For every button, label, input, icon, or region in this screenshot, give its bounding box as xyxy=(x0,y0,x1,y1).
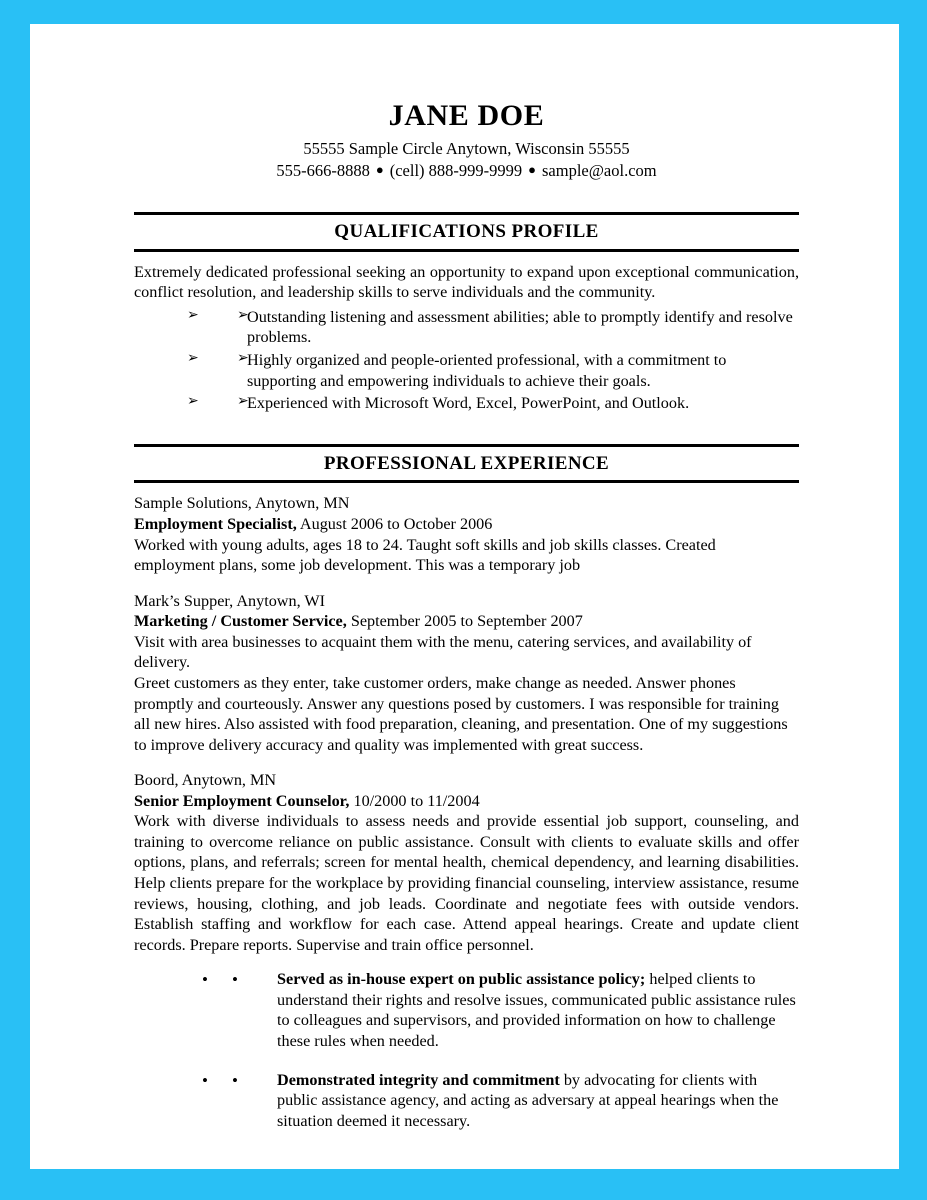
arrow-bullet-icon: ➢ xyxy=(237,307,249,323)
accomplishment-text: helped clients to understand their rights and resolve issues, communicated public assistance rules to colleagues and supervisors, and provided information on how to challenge these rules when needed. xyxy=(277,970,796,1050)
accomplishment-text: by advocating for clients with public assistance agency, and acting as adversary at appeal hearings when the situation deemed it necessary. xyxy=(277,1070,779,1130)
job-dates: September 2005 to September 2007 xyxy=(346,612,583,631)
list-item xyxy=(134,1070,799,1132)
candidate-name: JANE DOE xyxy=(388,99,545,132)
resume-header xyxy=(134,100,799,182)
job-company: Boord, Anytown, MN xyxy=(134,771,277,790)
round-bullet-icon: • xyxy=(232,970,238,990)
job-entry xyxy=(134,591,799,756)
arrow-bullet-icon: ➢ xyxy=(187,351,199,367)
arrow-bullet-icon: ➢ xyxy=(237,351,249,367)
qualifications-summary: Extremely dedicated professional seeking an opportunity to expand upon exceptional communication, conflict resolution, and leadership skills to serve individuals and the community. xyxy=(134,262,799,302)
block-spacer xyxy=(134,576,799,591)
job-entry xyxy=(134,770,799,955)
list-item xyxy=(134,307,799,348)
arrow-bullet-icon: ➢ xyxy=(187,394,199,410)
frame-border-top xyxy=(0,0,927,24)
round-bullet-icon: • xyxy=(202,1070,208,1090)
candidate-contact-line xyxy=(134,160,799,182)
section-header-qualifications xyxy=(134,212,799,252)
list-item-text: Experienced with Microsoft Word, Excel, PowerPoint, and Outlook. xyxy=(247,394,690,413)
job-dates: August 2006 to October 2006 xyxy=(296,515,493,534)
job-title: Senior Employment Counselor, xyxy=(134,791,350,810)
round-bullet-icon: • xyxy=(202,970,208,990)
accomplishment-lead: Demonstrated integrity and commitment xyxy=(277,1070,560,1089)
job-dates: 10/2000 to 11/2004 xyxy=(349,791,480,810)
frame-border-left xyxy=(0,0,30,1200)
job-company: Mark’s Supper, Anytown, WI xyxy=(134,591,326,610)
accomplishment-lead: Served as in-house expert on public assistance policy; xyxy=(277,970,646,989)
frame-border-bottom xyxy=(0,1169,927,1200)
contact-separator-icon: ● xyxy=(528,161,536,177)
arrow-bullet-icon: ➢ xyxy=(237,394,249,410)
contact-separator-icon: ● xyxy=(375,161,384,177)
list-item-text: Highly organized and people-oriented professional, with a commitment to supporting and empowering individuals to achieve their goals. xyxy=(247,351,727,390)
section-rule-top xyxy=(134,444,799,447)
job-title: Employment Specialist, xyxy=(134,515,297,534)
round-bullet-icon: • xyxy=(232,1070,238,1090)
block-spacer xyxy=(134,755,799,770)
qualifications-bullet-list xyxy=(134,307,799,414)
job-description: Work with diverse individuals to assess needs and provide essential job support, counseling, and training to overcome reliance on public assistance. Consult with clients to evaluate skills and offer options, plans, and referrals; screen for mental health, chemical dependency, and learning disabilities. Help clients prepare for the workplace by providing financial counseling, interview assistance, resume reviews, housing, clothing, and job leads. Coordinate and negotiate fees with outside vendors. Establish staffing and workflow for each case. Attend appeal hearings. Create and update client records. Prepare reports. Supervise and train office personnel. xyxy=(134,812,799,954)
list-item xyxy=(134,969,799,1051)
section-title-experience: PROFESSIONAL EXPERIENCE xyxy=(323,452,610,474)
job-description: Worked with young adults, ages 18 to 24. Taught soft skills and job skills classes. Created employment plans, some job development. This was a temporary job xyxy=(134,535,716,575)
job-title-line xyxy=(134,791,799,812)
list-item xyxy=(134,393,799,414)
job-title-line xyxy=(134,514,799,535)
accomplishments-list xyxy=(134,969,799,1131)
job-title-line xyxy=(134,611,799,632)
section-header-experience xyxy=(134,444,799,484)
section-rule-bottom xyxy=(134,480,799,483)
resume-sheet xyxy=(30,24,899,1169)
job-title: Marketing / Customer Service, xyxy=(134,612,347,631)
arrow-bullet-icon: ➢ xyxy=(187,307,199,323)
job-company: Sample Solutions, Anytown, MN xyxy=(134,494,350,513)
list-item-text: Outstanding listening and assessment abilities; able to promptly identify and resolve problems. xyxy=(247,307,793,347)
job-description: Visit with area businesses to acquaint them with the menu, catering services, and availability of delivery. xyxy=(134,632,752,672)
list-item xyxy=(134,350,799,391)
candidate-address: 55555 Sample Circle Anytown, Wisconsin 55555 xyxy=(303,138,630,158)
section-title-qualifications: QUALIFICATIONS PROFILE xyxy=(334,221,599,243)
section-rule-top xyxy=(134,212,799,215)
job-description-extra: Greet customers as they enter, take customer orders, make change as needed. Answer phones promptly and courteously. Answer any questions posed by customers. I was responsible for training all new hires. Also assisted with food preparation, cleaning, and presentation. One of my suggestions to improve delivery accuracy and quality was implemented with great success. xyxy=(134,673,788,754)
job-entry xyxy=(134,493,799,575)
frame-border-right xyxy=(899,0,927,1200)
candidate-phone: 555-666-8888 xyxy=(276,160,370,180)
resume-content xyxy=(134,100,799,1149)
section-rule-bottom xyxy=(134,249,799,252)
candidate-cell: (cell) 888-999-9999 xyxy=(389,160,523,180)
candidate-email: sample@aol.com xyxy=(542,160,657,180)
